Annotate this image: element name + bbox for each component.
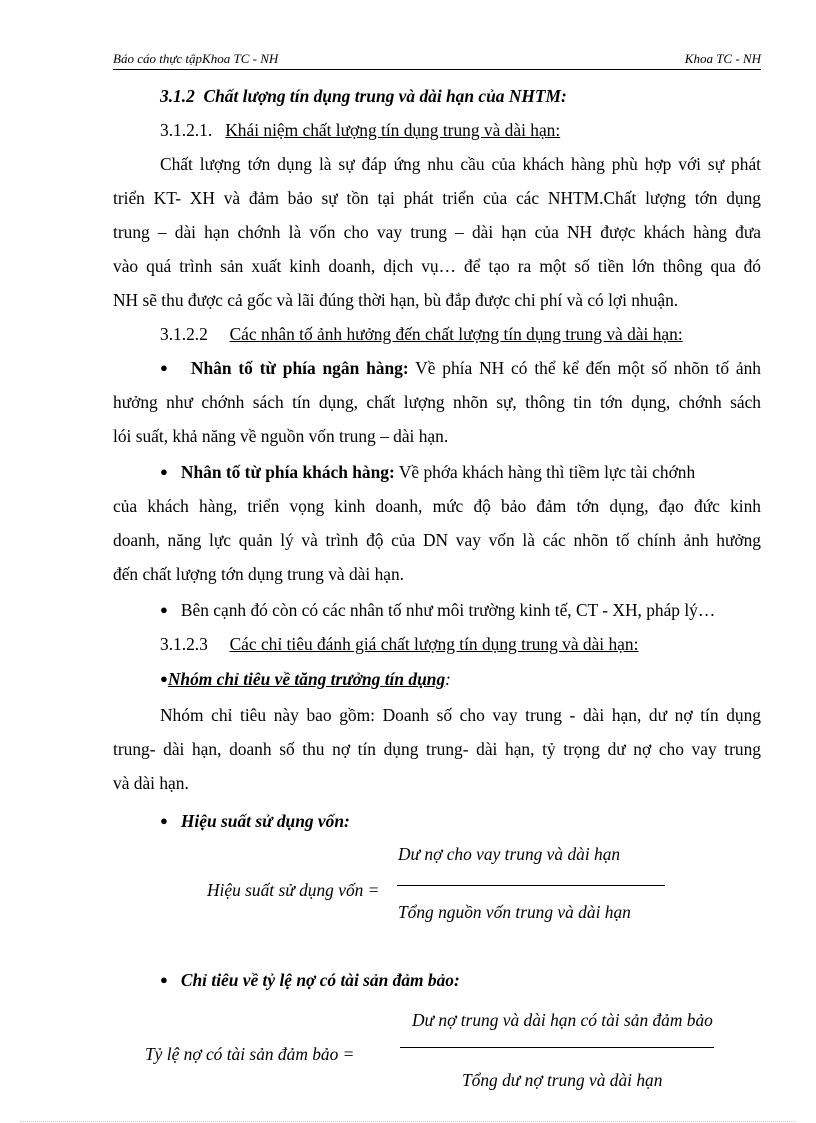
paragraph-line: triển KT- XH và đảm bảo sự tồn tại phát triển của các NHTM.Chất lượng tớn dụng (113, 188, 761, 208)
paragraph-line: Nhóm chỉ tiêu này bao gồm: Doanh số cho vay trung - dài hạn, dư nợ tín dụng (160, 705, 761, 725)
other-factor-item (160, 599, 715, 621)
efficiency-heading (160, 810, 350, 832)
subsection-title: Khái niệm chất lượng tín dụng trung và dài hạn: (225, 120, 561, 140)
secured-numerator: Dư nợ trung và dài hạn có tài sản đảm bảo (412, 1010, 713, 1030)
paragraph-line: trung- dài hạn, doanh số thu nợ tín dụng trung- dài hạn, tỷ trọng dư nợ cho vay trung (113, 739, 761, 759)
section-heading-3-1-2 (160, 85, 567, 107)
subsection-heading-3-1-2-3 (160, 633, 638, 655)
bullet-icon: ● (160, 671, 168, 686)
secured-label: Tỷ lệ nợ có tài sản đảm bảo = (145, 1044, 355, 1064)
bank-factor-text: Về phía NH có thể kể đến một số nhõn tố ảnh (408, 358, 761, 378)
subsection-number: 3.1.2.3 (160, 634, 208, 654)
subsection-title: Các nhân tố ảnh hưởng đến chất lượng tín dụng trung và dài hạn: (229, 324, 683, 344)
customer-factor-text: Về phớa khách hàng thì tiềm lực tài chớnh (394, 462, 696, 482)
customer-factor-item (160, 461, 761, 483)
paragraph-line: NH sẽ thu được cả gốc và lãi đúng thời hạn, bù đắp được chi phí và có lợi nhuận. (113, 290, 679, 310)
other-factor-text: Bên cạnh đó còn có các nhân tố như môi trường kinh tế, CT - XH, pháp lý… (180, 600, 716, 620)
subsection-heading-3-1-2-1 (160, 119, 560, 141)
paragraph-line: vào quá trình sản xuất kinh doanh, dịch vụ… để tạo ra một số tiền lớn thông qua đó (113, 256, 761, 276)
fraction-bar (400, 1047, 714, 1048)
bank-factor-item (160, 357, 761, 379)
page-bottom-border (20, 1121, 796, 1122)
paragraph-line: trung – dài hạn chớnh là vốn cho vay trung – dài hạn của NH được khách hàng đưa (113, 222, 761, 242)
efficiency-title: Hiệu suất sử dụng vốn: (180, 811, 350, 831)
paragraph-line: lói suất, khả năng về nguồn vốn trung – dài hạn. (113, 426, 449, 446)
secured-heading (160, 969, 460, 991)
efficiency-numerator: Dư nợ cho vay trung và dài hạn (398, 844, 621, 864)
subsection-heading-3-1-2-2 (160, 323, 683, 345)
efficiency-label: Hiệu suất sử dụng vốn = (207, 880, 380, 900)
section-number: 3.1.2 (160, 86, 195, 106)
fraction-bar (397, 885, 665, 886)
customer-factor-label: Nhân tố từ phía khách hàng: (180, 462, 395, 482)
paragraph-line: Chất lượng tớn dụng là sự đáp ứng nhu cầu của khách hàng phù hợp với sự phát (160, 154, 761, 174)
secured-denominator: Tổng dư nợ trung và dài hạn (462, 1070, 663, 1090)
efficiency-denominator: Tổng nguồn vốn trung và dài hạn (398, 902, 631, 922)
paragraph-line: và dài hạn. (113, 773, 189, 793)
bullet-icon: ● (160, 360, 171, 375)
section-title: Chất lượng tín dụng trung và dài hạn của NHTM: (203, 86, 567, 106)
paragraph-line: đến chất lượng tớn dụng trung và dài hạn. (113, 564, 405, 584)
subsection-title: Các chỉ tiêu đánh giá chất lượng tín dụng trung và dài hạn: (229, 634, 639, 654)
bullet-icon: ● (160, 602, 168, 617)
growth-indicator-title: Nhóm chỉ tiêu về tăng trưởng tín dụng (167, 669, 446, 689)
bullet-icon: ● (160, 972, 168, 987)
page-header (113, 51, 761, 70)
paragraph-line: hưởng như chớnh sách tín dụng, chất lượng nhõn sự, thông tin tớn dụng, chớnh sách (113, 392, 761, 412)
bank-factor-label: Nhân tố từ phía ngân hàng: (190, 358, 409, 378)
subsection-number: 3.1.2.2 (160, 324, 208, 344)
subsection-number: 3.1.2.1. (160, 120, 213, 140)
growth-indicator-colon: : (445, 669, 451, 689)
header-right: Khoa TC - NH (684, 51, 761, 66)
header-left: Báo cáo thực tậpKhoa TC - NH (113, 51, 279, 66)
paragraph-line: doanh, năng lực quản lý và trình độ của DN vay vốn là các nhõn tố chính ảnh hưởng (113, 530, 761, 550)
secured-title: Chỉ tiêu về tỷ lệ nợ có tài sản đảm bảo: (180, 970, 460, 990)
bullet-icon: ● (160, 464, 168, 479)
paragraph-line: của khách hàng, triển vọng kinh doanh, mức độ bảo đảm tớn dụng, đạo đức kinh (113, 496, 761, 516)
growth-indicator-heading (160, 668, 451, 690)
bullet-icon: ● (160, 813, 168, 828)
